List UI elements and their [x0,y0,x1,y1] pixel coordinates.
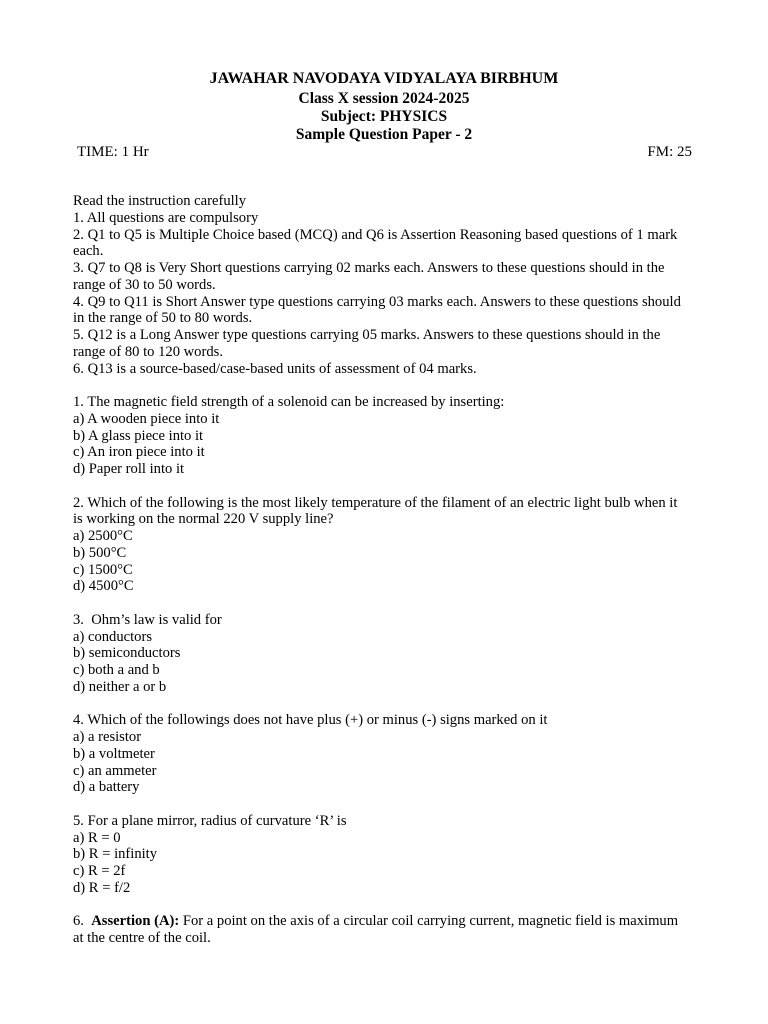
question-number: 6. [73,913,84,930]
subject: Subject: PHYSICS [320,108,448,125]
time-label: TIME: 1 Hr [77,144,149,160]
question-2 [73,495,688,596]
spacer [73,595,688,612]
option: a) conductors [73,628,153,645]
option: b) a voltmeter [73,745,155,762]
full-marks-label: FM: 25 [647,144,692,160]
option: b) R = infinity [73,846,158,863]
option: a) 2500°C [73,528,133,544]
option: c) 1500°C [73,561,133,578]
instruction-item: 4. Q9 to Q11 is Short Answer type questions carrying 03 marks each. Answers to these questions should in the range of 50 to 80 words. [73,293,681,327]
school-name: JAWAHAR NAVODAYA VIDYALAYA BIRBHUM [209,70,559,87]
question-6 [73,913,688,947]
option: a) a resistor [73,729,142,745]
option: a) A wooden piece into it [73,410,220,427]
option: b) A glass piece into it [73,427,204,444]
option: c) An iron piece into it [73,444,205,461]
option: d) neither a or b [73,678,167,695]
question-4 [73,712,688,796]
question-text: 3. Ohm’s law is valid for [73,611,222,628]
question-5 [73,813,688,897]
assertion-label: Assertion (A): [91,913,180,930]
option: d) 4500°C [73,578,134,595]
spacer [73,377,688,394]
question-3 [73,612,688,696]
option: d) Paper roll into it [73,461,185,477]
instruction-item: 3. Q7 to Q8 is Very Short questions carrying 02 marks each. Answers to these questions should in the range of 30 to 50 words. [73,260,665,293]
option: a) R = 0 [73,829,121,846]
option: c) an ammeter [73,762,157,779]
question-text: 2. Which of the following is the most likely temperature of the filament of an electric light bulb when it is working on the normal 220 V supply line? [73,494,678,528]
option: d) a battery [73,779,140,796]
question-text: 4. Which of the followings does not have plus (+) or minus (-) signs marked on it [73,712,548,729]
option: c) both a and b [73,662,160,678]
paper-title: Sample Question Paper - 2 [295,126,473,143]
instructions-title: Read the instruction carefully [73,193,247,209]
instruction-item: 6. Q13 is a source-based/case-based units of assessment of 04 marks. [73,360,477,377]
instruction-item: 5. Q12 is a Long Answer type questions carrying 05 marks. Answers to these questions should in the range of 80 to 120 words. [73,327,661,360]
option: d) R = f/2 [73,879,131,896]
spacer [73,696,688,713]
question-text: 1. The magnetic field strength of a solenoid can be increased by inserting: [73,394,505,410]
question-text: 5. For a plane mirror, radius of curvature ‘R’ is [73,812,347,829]
option: b) semiconductors [73,645,181,662]
option: b) 500°C [73,544,127,561]
spacer [73,897,688,914]
question-1 [73,394,688,478]
paper-body [73,193,688,947]
instructions-section [73,193,688,377]
option: c) R = 2f [73,863,126,879]
assertion-text: For a point on the axis of a circular coil carrying current, magnetic field is maximum at the centre of the coil. [73,913,679,946]
spacer [73,478,688,495]
spacer [73,796,688,813]
instruction-item: 1. All questions are compulsory [73,209,259,226]
class-session: Class X session 2024-2025 [298,90,470,107]
instruction-item: 2. Q1 to Q5 is Multiple Choice based (MCQ) and Q6 is Assertion Reasoning based questions of 1 mark each. [73,226,678,260]
